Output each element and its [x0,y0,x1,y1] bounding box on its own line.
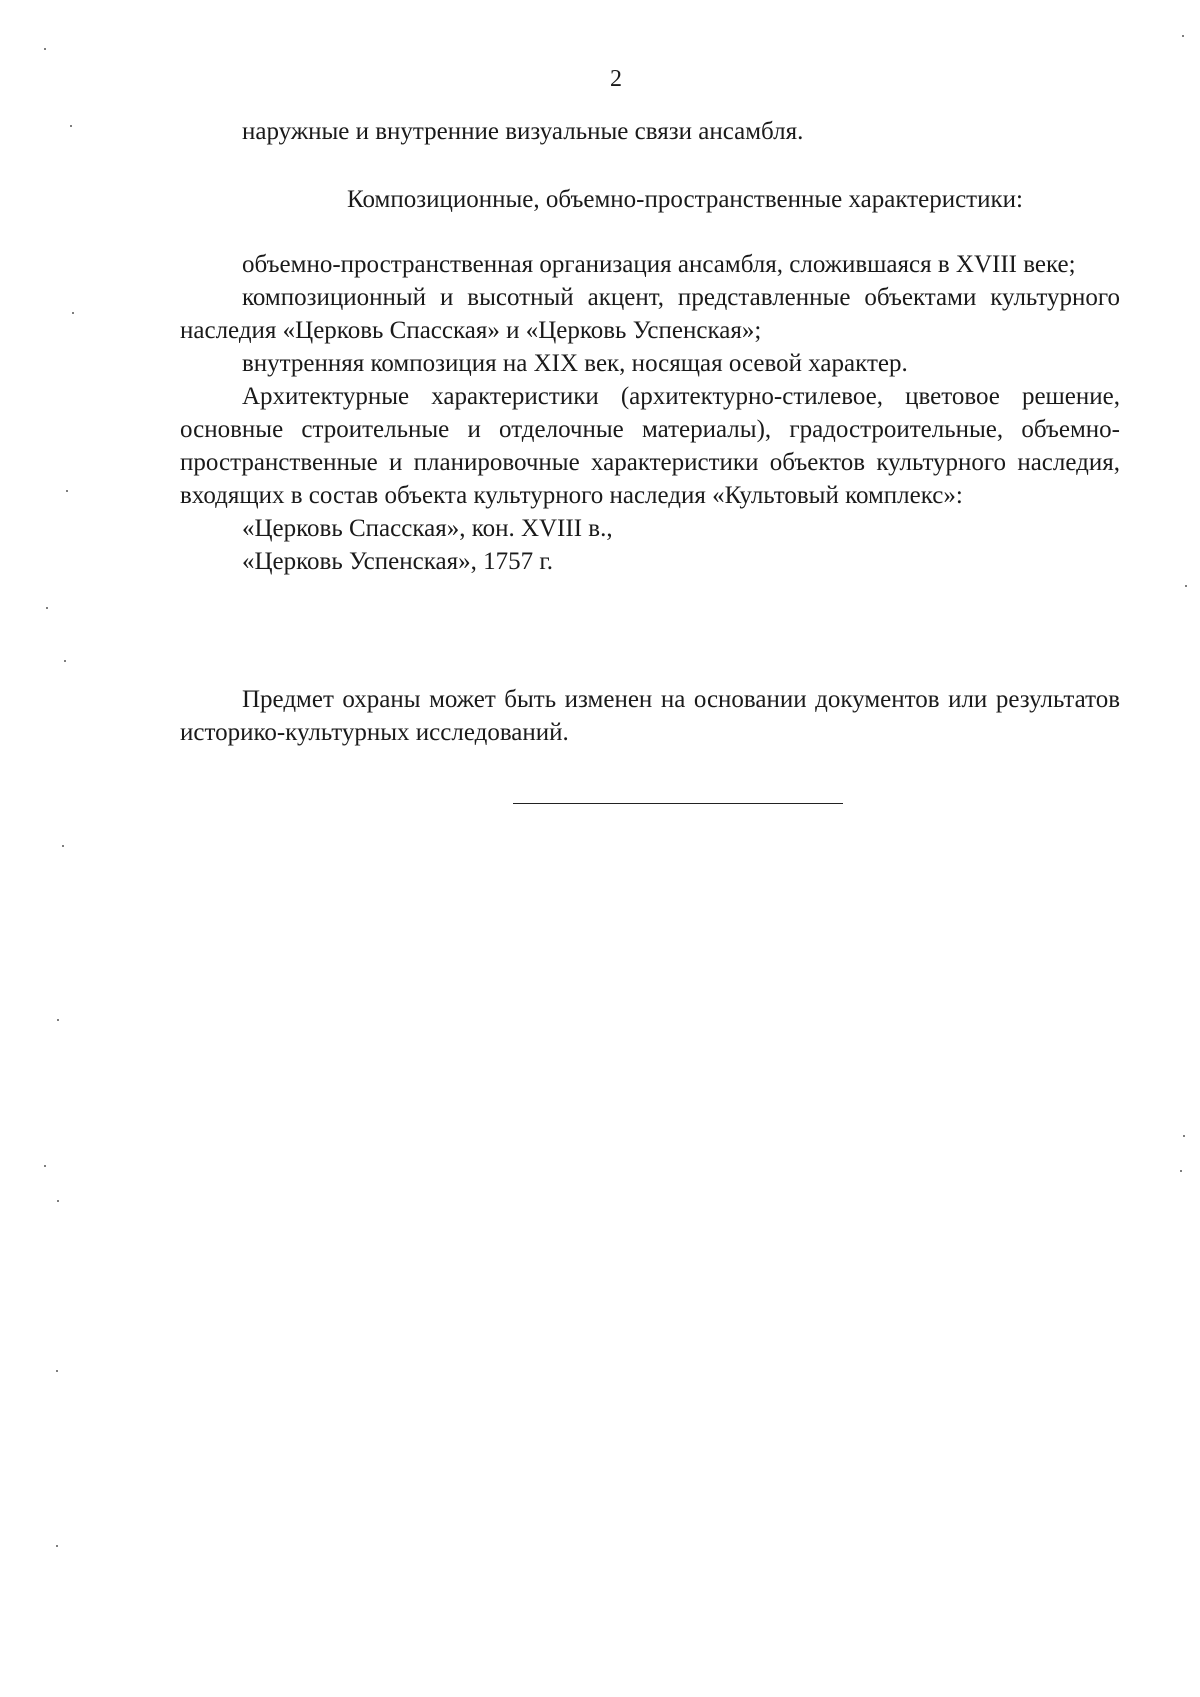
scan-speck [56,1370,58,1372]
paragraph-architectural-characteristics: Архитектурные характеристики (архитектурно-стилевое, цветовое решение, основные строительные и отделочные материалы), градостроительные, объемно-пространственные и планировочные характеристики объектов культурного наследия, входящих в состав объекта культурного наследия «Культовый комплекс»: [180,383,1120,509]
scan-speck [46,607,48,609]
paragraph-spatial-organization: объемно-пространственная организация ансамбля, сложившаяся в XVIII веке; [242,251,1076,278]
scan-speck [44,1165,46,1167]
paragraph-inner-composition: внутренняя композиция на XIX век, носящая осевой характер. [242,350,908,377]
scan-speck [1182,35,1184,37]
scan-speck [62,845,64,847]
scan-speck [44,48,46,50]
scan-speck [70,125,72,127]
scan-speck [64,660,66,662]
section-heading: Композиционные, объемно-пространственные характеристики: [347,186,1023,213]
list-item-spasskaya: «Церковь Спасская», кон. XVIII в., [242,515,613,542]
scan-speck [72,312,74,314]
closing-rule [513,803,843,804]
paragraph-height-accent: композиционный и высотный акцент, представленные объектами культурного наследия «Церковь Спасская» и «Церковь Успенская»; [180,284,1120,344]
paragraph-visual-links: наружные и внутренние визуальные связи ансамбля. [242,118,804,145]
page-number: 2 [610,66,622,92]
scan-speck [1180,1170,1182,1172]
scan-speck [66,490,68,492]
scan-speck [56,1545,58,1547]
list-item-uspenskaya: «Церковь Успенская», 1757 г. [242,548,554,575]
scan-speck [57,1200,59,1202]
characteristics-block [180,248,1120,578]
scan-speck [1183,1135,1185,1137]
paragraph-closing: Предмет охраны может быть изменен на основании документов или результатов историко-культурных исследований. [180,686,1120,746]
scan-speck [57,1019,59,1021]
scan-speck [1185,585,1187,587]
